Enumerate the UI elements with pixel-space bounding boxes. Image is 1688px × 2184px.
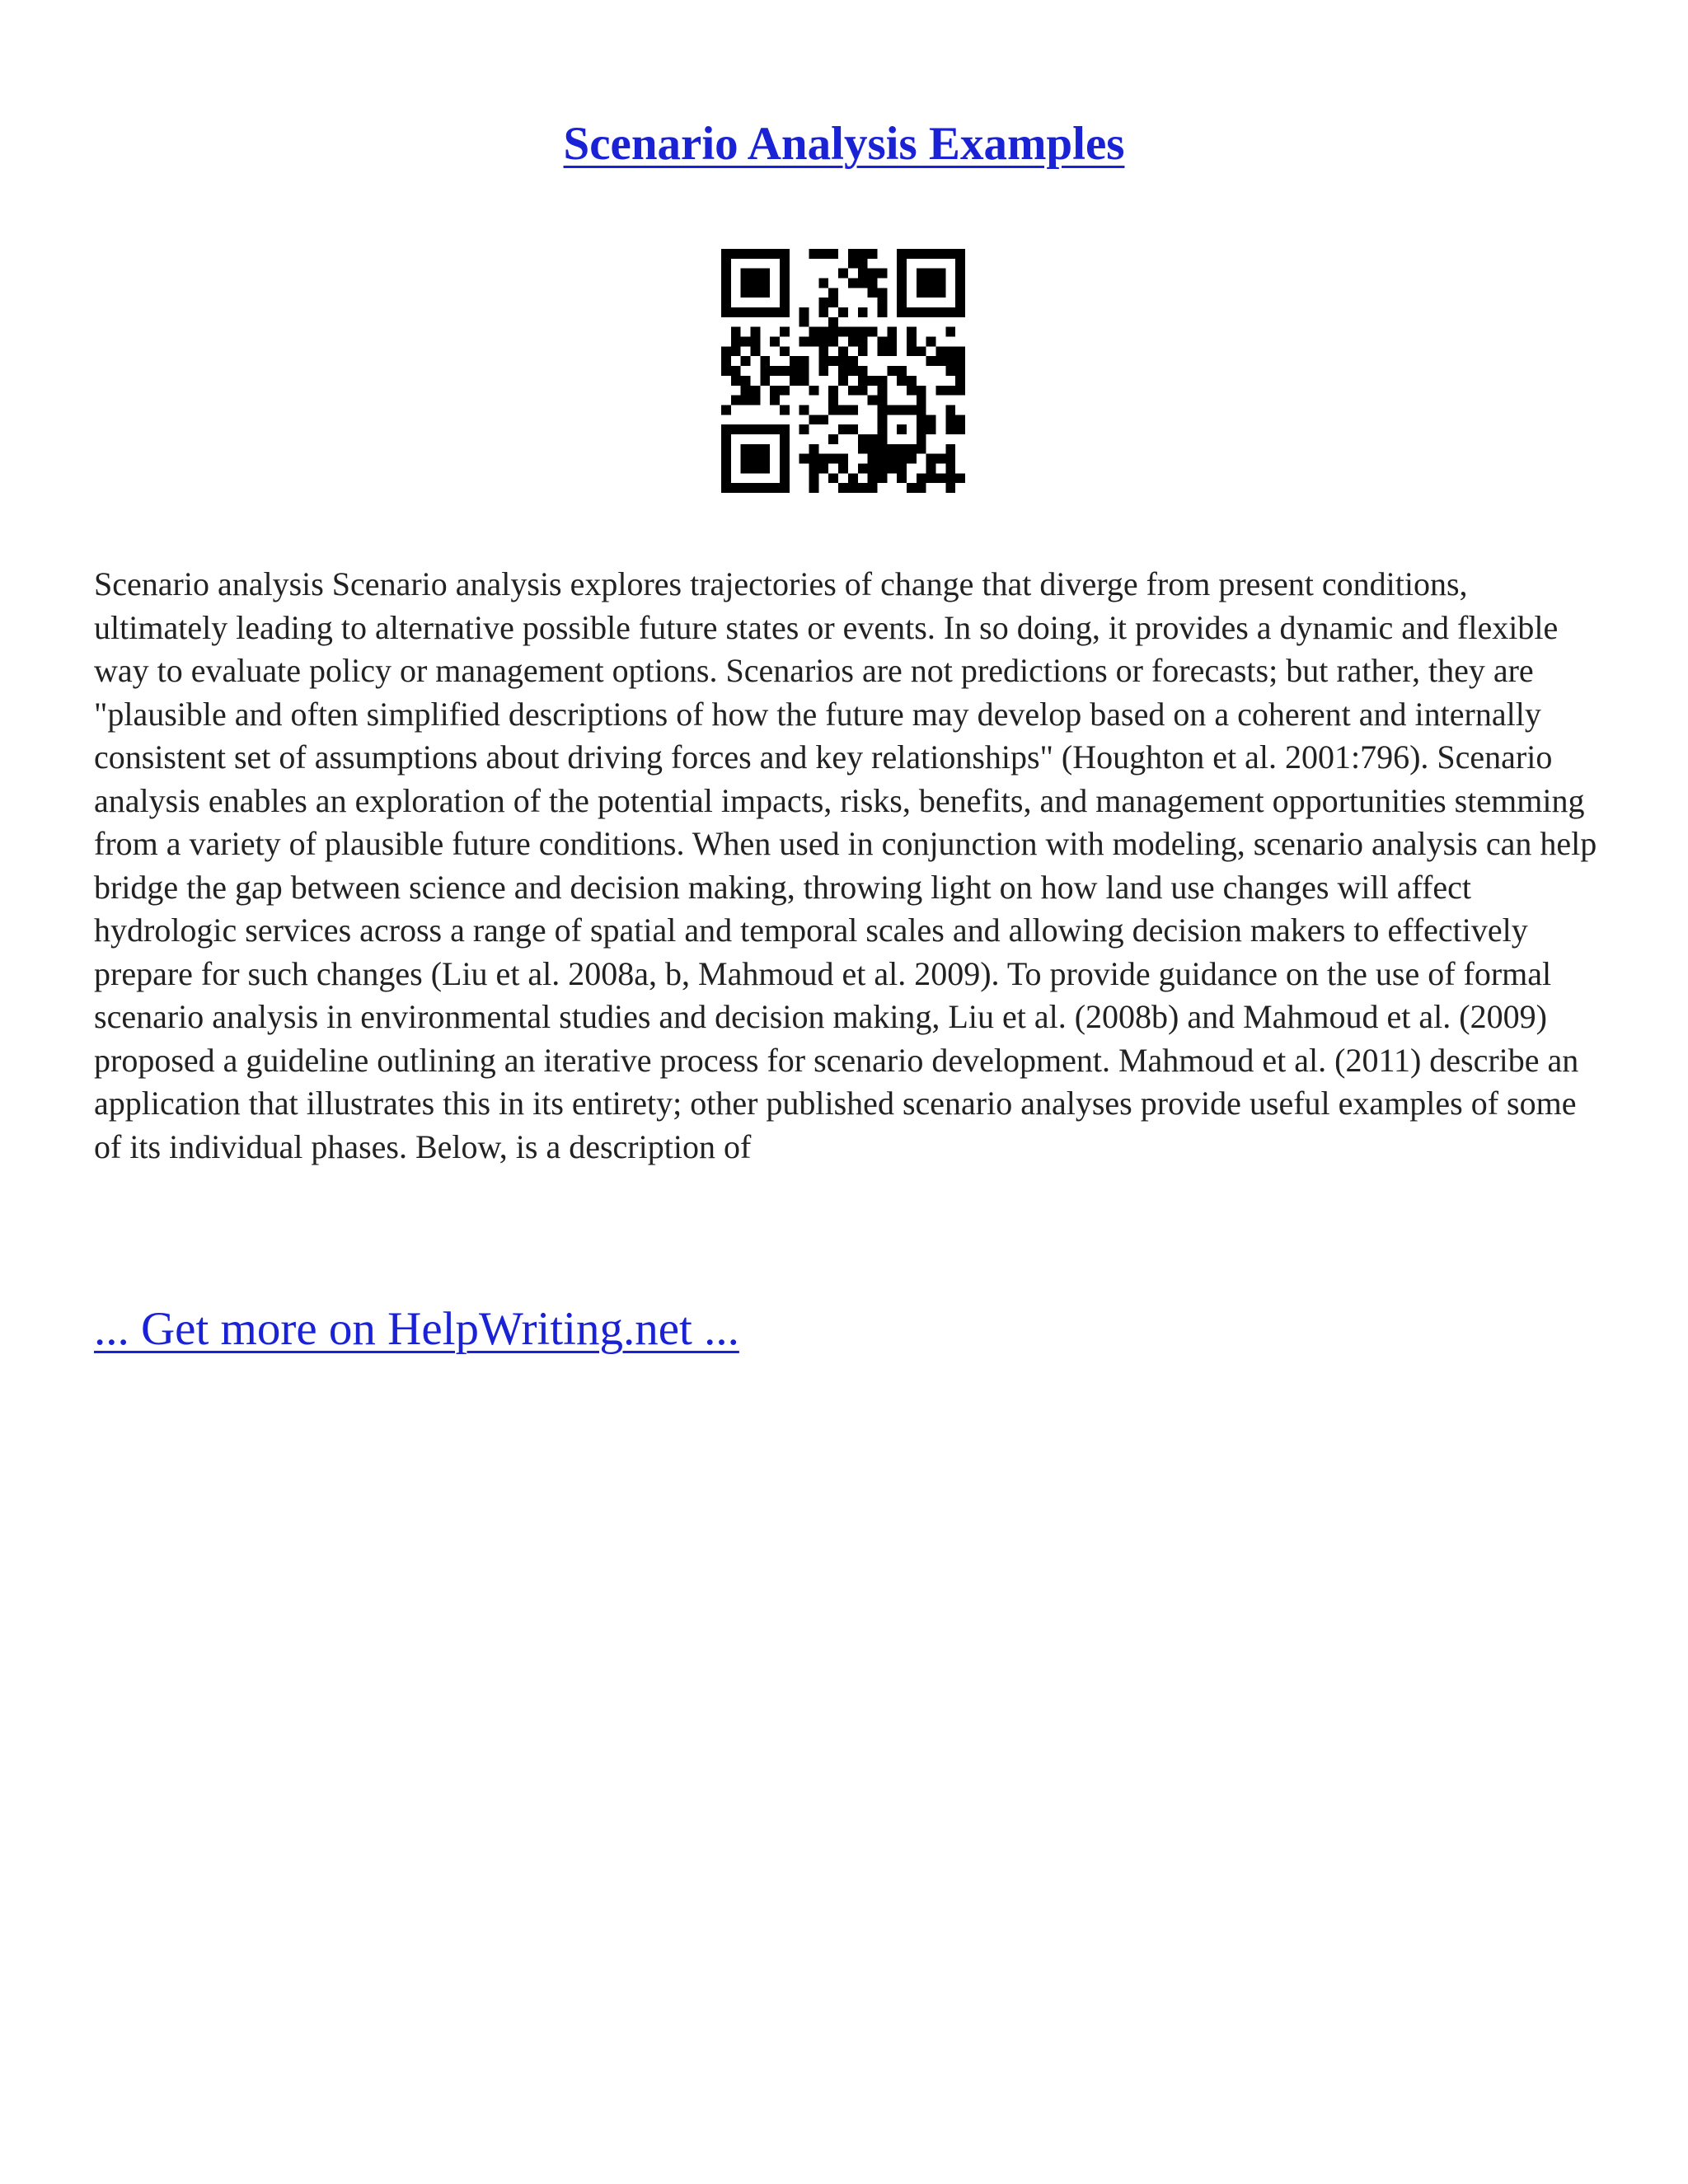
qr-code-icon [721, 249, 965, 493]
get-more-link[interactable]: ... Get more on HelpWriting.net ... [94, 1303, 739, 1355]
title-link[interactable]: Scenario Analysis Examples [563, 118, 1125, 170]
more-link-line [94, 1301, 739, 1358]
body-paragraph: Scenario analysis Scenario analysis explores trajectories of change that diverge from present conditions, ultimately leading to alternative possible future states or events. In so doing, it provides a dynamic and flexible way to evaluate policy or management options. Scenarios are not predictions or forecasts; but rather, they are "plausible and often simplified descriptions of how the future may develop based on a coherent and internally consistent set of assumptions about driving forces and key relationships" (Houghton et al. 2001:796). Scenario analysis enables an exploration of the potential impacts, risks, benefits, and management opportunities stemming from a variety of plausible future conditions. When used in conjunction with modeling, scenario analysis can help bridge the gap between science and decision making, throwing light on how land use changes will affect hydrologic services across a range of spatial and temporal scales and allowing decision makers to effectively prepare for such changes (Liu et al. 2008a, b, Mahmoud et al. 2009). To provide guidance on the use of formal scenario analysis in environmental studies and decision making, Liu et al. (2008b) and Mahmoud et al. (2009) proposed a guideline outlining an iterative process for scenario development. Mahmoud et al. (2011) describe an application that illustrates this in its entirety; other published scenario analyses provide useful examples of some of its individual phases. Below, is a description of [94, 565, 1597, 1165]
page-title [0, 115, 1688, 173]
